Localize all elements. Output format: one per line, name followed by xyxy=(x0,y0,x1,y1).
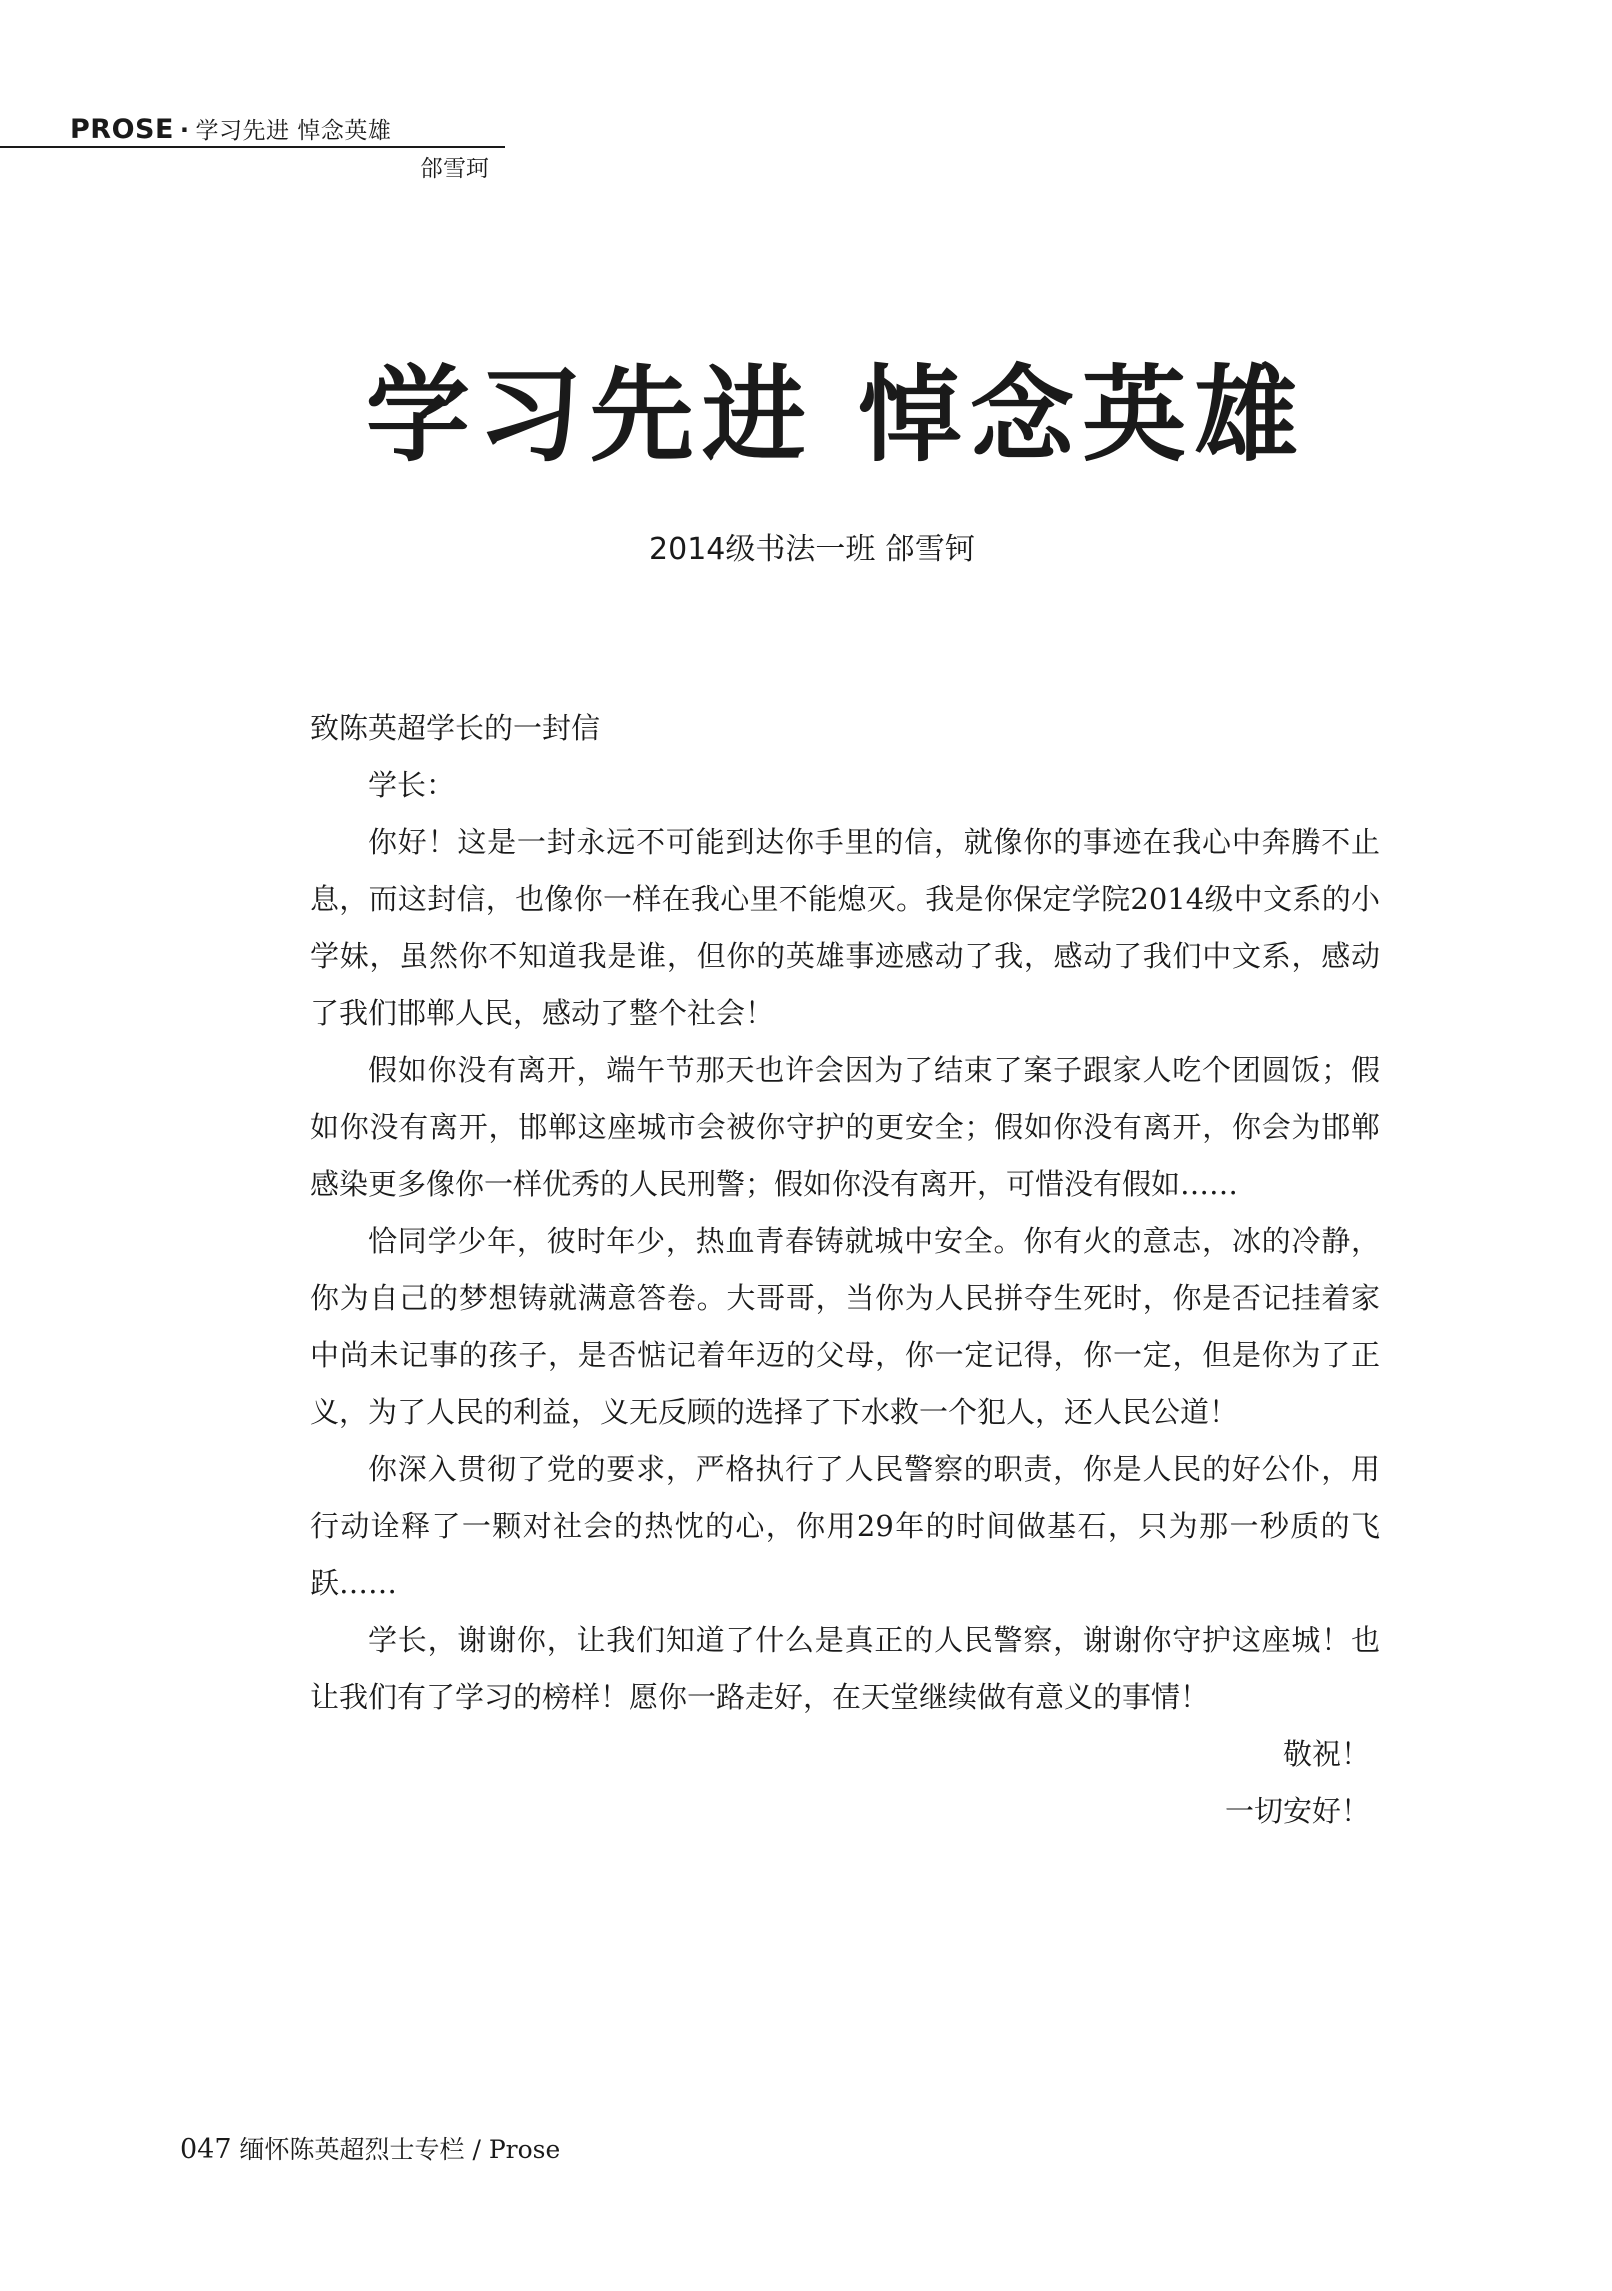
page-number: 047 xyxy=(180,2134,232,2165)
letter-subject: 致陈英超学长的一封信 xyxy=(310,711,601,745)
letter-salutation: 学长： xyxy=(368,768,456,802)
letter-paragraph: 你深入贯彻了党的要求，严格执行了人民警察的职责，你是人民的好公仆，用行动诠释了一颗对社会的热忱的心，你用29年的时间做基石，只为那一秒质的飞跃…… xyxy=(310,1452,1380,1600)
article-byline: 2014级书法一班 郃雪钶 xyxy=(649,532,975,567)
running-header xyxy=(0,114,505,148)
letter-paragraph: 恰同学少年，彼时年少，热血青春铸就城中安全。你有火的意志，冰的冷静，你为自己的梦想铸就满意答卷。大哥哥，当你为人民拼夺生死时，你是否记挂着家中尚未记事的孩子，是否惦记着年迈的父母，你一定记得，你一定，但是你为了正义，为了人民的利益，义无反顾的选择了下水救一个犯人，还人民公道！ xyxy=(310,1224,1380,1429)
footer-column-title: 缅怀陈英超烈士专栏 / Prose xyxy=(239,2135,561,2164)
header-brand xyxy=(70,114,391,147)
letter-paragraph: 假如你没有离开，端午节那天也许会因为了结束了案子跟家人吃个团圆饭；假如你没有离开，邯郸这座城市会被你守护的更安全；假如你没有离开，你会为邯郸感染更多像你一样优秀的人民刑警；假如你没有离开，可惜没有假如…… xyxy=(310,1053,1380,1201)
header-author: 郃雪珂 xyxy=(420,156,489,182)
letter-paragraph: 学长，谢谢你，让我们知道了什么是真正的人民警察，谢谢你守护这座城！也让我们有了学习的榜样！愿你一路走好，在天堂继续做有意义的事情！ xyxy=(310,1623,1380,1714)
header-separator: · xyxy=(179,116,190,144)
page-footer xyxy=(180,2133,560,2167)
header-section-title: 学习先进 悼念英雄 xyxy=(195,118,392,144)
letter-paragraph: 你好！这是一封永远不可能到达你手里的信，就像你的事迹在我心中奔腾不止息，而这封信，也像你一样在我心里不能熄灭。我是你保定学院2014级中文系的小学妹，虽然你不知道我是谁，但你的英雄事迹感动了我，感动了我们中文系，感动了我们邯郸人民，感动了整个社会！ xyxy=(310,825,1380,1030)
header-brand-name: PROSE xyxy=(70,114,174,145)
article-body xyxy=(310,700,1380,1840)
letter-closing-salute: 敬祝！ xyxy=(1282,1737,1370,1771)
letter-closing-wish: 一切安好！ xyxy=(1224,1794,1370,1828)
article-title: 学习先进 悼念英雄 xyxy=(365,354,1307,476)
